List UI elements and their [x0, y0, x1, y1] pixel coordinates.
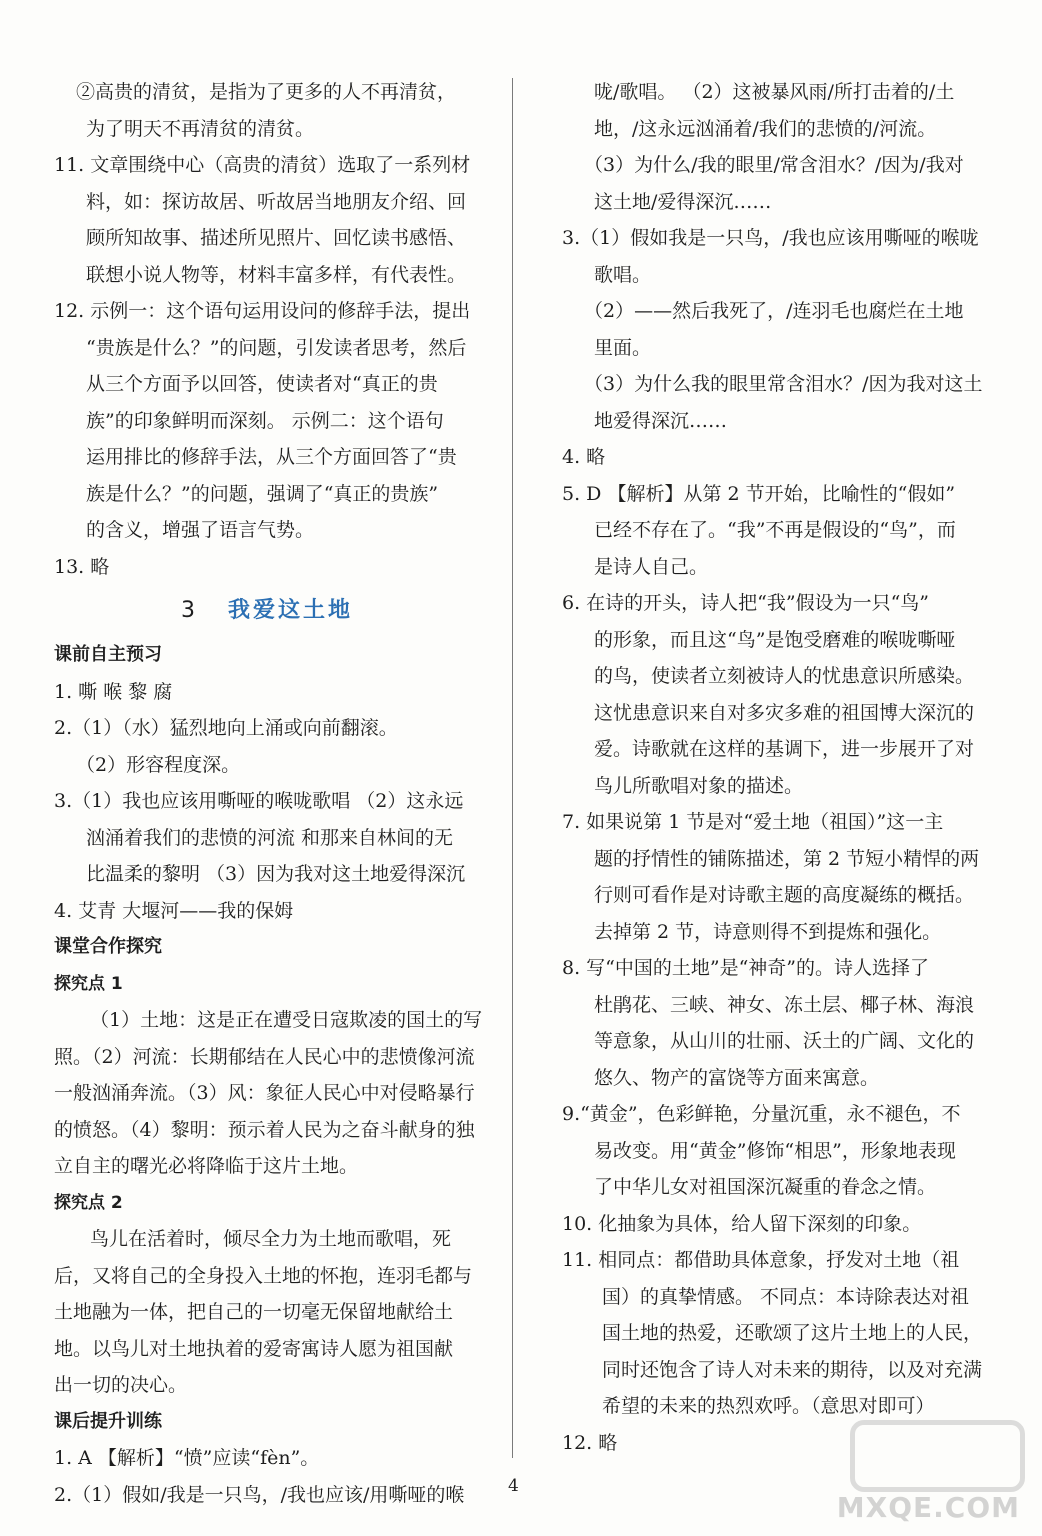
text-line: 从三个方面予以回答，使读者对“真正的贵 [86, 373, 438, 395]
text-line: 了中华儿女对祖国深沉凝重的眷念之情。 [594, 1176, 937, 1198]
left-column [54, 74, 483, 1513]
text-line: 一般汹涌奔流。（3）风：象征人民心中对侵略暴行 [54, 1082, 475, 1104]
text-line: 同时还饱含了诗人对未来的期待，以及对充满 [602, 1358, 983, 1381]
text-line: 悠久、物产的富饶等方面来寓意。 [594, 1066, 880, 1089]
text-line: 比温柔的黎明 （3）因为我对这土地爱得深沉 [86, 863, 466, 885]
preview-item-3 [54, 783, 480, 893]
watermark-logo [836, 1416, 1024, 1526]
text-line: 6. 在诗的开头，诗人把“我”假设为一只“鸟” [562, 592, 930, 614]
lesson-number: 3 [180, 598, 195, 623]
topic-1-heading: 探究点 1 [54, 973, 123, 994]
intro-item [54, 74, 480, 147]
text-line: 运用排比的修辞手法，从三个方面回答了“贵 [86, 446, 457, 468]
topic-2-body [54, 1221, 480, 1404]
text-line: 里面。 [594, 336, 652, 359]
after-item-2: 2.（1）假如/我是一只鸟，/我也应该/用嘶哑的喉 [54, 1483, 465, 1506]
text-line: 料，如：探访故居、听故居当地朋友介绍、回 [86, 190, 467, 213]
topic-2-heading: 探究点 2 [54, 1192, 123, 1213]
lesson-title [54, 585, 480, 637]
section-heading-after: 课后提升训练 [54, 1410, 162, 1432]
text-line: 后，又将自己的全身投入土地的怀抱，连羽毛都与 [54, 1264, 473, 1287]
topic-1-body [54, 1002, 483, 1185]
text-line: 5. D 【解析】从第 2 节开始，比喻性的“假如” [562, 482, 956, 505]
text-line: 的形象，而且这“鸟”是饱受磨难的喉咙嘶哑 [594, 628, 956, 651]
text-line: 爱。诗歌就在这样的基调下，进一步展开了对 [594, 738, 975, 760]
text-line: （2）——然后我死了，/连羽毛也腐烂在土地 [584, 300, 964, 322]
text-line: 杜鹃花、三峡、神女、冻土层、椰子林、海浪 [594, 993, 975, 1016]
text-line: 咙/歌唱。 （2）这被暴风雨/所打击着的/土 [594, 81, 955, 103]
answer-2-continued [562, 74, 992, 147]
text-line: “贵族是什么？”的问题，引发读者思考，然后 [86, 336, 467, 359]
text-line: 地。以鸟儿对土地执着的爱寄寓诗人愿为祖国献 [54, 1337, 454, 1360]
text-line: 易改变。用“黄金”修饰“相思”，形象地表现 [594, 1139, 956, 1162]
page-number: 4 [508, 1476, 519, 1496]
right-column [562, 74, 992, 1461]
text-line: 8. 写“中国的土地”是“神奇”的。诗人选择了 [562, 957, 930, 979]
text-line: 是诗人自己。 [594, 555, 709, 578]
text-line: 汹涌着我们的悲愤的河流 和那来自林间的无 [86, 826, 454, 849]
text-line: 国土地的热爱，还歌颂了这片土地上的人民， [602, 1322, 983, 1344]
answer-12: 12. 略 [562, 1431, 618, 1454]
text-line: 已经不存在了。“我”不再是假设的“鸟”，而 [594, 519, 956, 541]
question-11 [54, 147, 480, 293]
watermark-frame [850, 1420, 1025, 1492]
preview-item-1: 1. 嘶 喉 黎 腐 [54, 680, 173, 703]
answer-5 [562, 476, 992, 586]
text-line: 出一切的决心。 [54, 1374, 188, 1396]
text-line: 鸟儿所歌唱对象的描述。 [594, 774, 804, 797]
text-line: 这土地/爱得深沉…… [594, 190, 772, 213]
lesson-title-text: 我爱这土地 [227, 598, 353, 623]
text-line: 为了明天不再清贫的清贫。 [86, 117, 315, 140]
text-line: 题的抒情性的铺陈描述，第 2 节短小精悍的两 [594, 847, 980, 870]
text-line: 3.（1）我也应该用嘶哑的喉咙歌唱 （2）这永远 [54, 790, 464, 812]
text-line: ②高贵的清贫，是指为了更多的人不再清贫， [76, 81, 457, 103]
text-line: 族是什么？”的问题，强调了“真正的贵族” [86, 482, 439, 505]
question-13: 13. 略 [54, 555, 110, 578]
text-line: 地爱得深沉…… [594, 409, 728, 432]
text-line: 土地融为一体，把自己的一切毫无保留地献给土 [54, 1301, 454, 1323]
text-line: 希望的未来的热烈欢呼。（意思对即可） [602, 1395, 935, 1417]
answer-11 [562, 1242, 992, 1425]
answer-3-part1 [562, 220, 992, 293]
column-divider [512, 78, 513, 1458]
question-12 [54, 293, 480, 549]
text-line: 这忧患意识来自对多灾多难的祖国博大深沉的 [594, 701, 975, 724]
text-line: 行则可看作是对诗歌主题的高度凝练的概括。 [594, 884, 975, 906]
text-line: 11. 文章围绕中心（高贵的清贫）选取了一系列材 [54, 154, 471, 176]
text-line: 族”的印象鲜明而深刻。 示例二：这个语句 [86, 409, 444, 432]
text-line: 地，/这永远汹涌着/我们的悲愤的/河流。 [594, 117, 937, 140]
text-line: 9.“黄金”，色彩鲜艳，分量沉重，永不褪色，不 [562, 1103, 961, 1125]
text-line: 7. 如果说第 1 节是对“爱土地（祖国）”这一主 [562, 811, 944, 833]
answer-2-part3 [562, 147, 992, 220]
answer-10: 10. 化抽象为具体，给人留下深刻的印象。 [562, 1212, 922, 1235]
text-line: 11. 相同点：都借助具体意象，抒发对土地（祖 [562, 1249, 960, 1271]
section-heading-preview: 课前自主预习 [54, 644, 162, 665]
answer-7 [562, 804, 992, 950]
text-line: 歌唱。 [594, 263, 652, 286]
answer-8 [562, 950, 992, 1096]
text-line: 照。（2）河流：长期郁结在人民心中的悲愤像河流 [54, 1045, 475, 1068]
text-line: 鸟儿在活着时，倾尽全力为土地而歌唱，死 [90, 1228, 452, 1250]
text-line: 立自主的曙光必将降临于这片土地。 [54, 1155, 359, 1177]
preview-item-2b: （2）形容程度深。 [76, 753, 241, 776]
text-line: 的含义，增强了语言气势。 [86, 519, 315, 541]
text-line: 国）的真挚情感。 不同点：本诗除表达对祖 [602, 1285, 970, 1308]
text-line: 3.（1）假如我是一只鸟，/我也应该用嘶哑的喉咙 [562, 227, 979, 249]
answer-6 [562, 585, 992, 804]
text-line: 12. 示例一：这个语句运用设问的修辞手法，提出 [54, 300, 471, 322]
answer-9 [562, 1096, 992, 1206]
text-line: （3）为什么我的眼里常含泪水？/因为我对这土 [584, 373, 983, 395]
text-line: 的愤怒。（4）黎明：预示着人民为之奋斗献身的独 [54, 1118, 475, 1141]
answer-4: 4. 略 [562, 446, 606, 468]
text-line: 的鸟，使读者立刻被诗人的忧患意识所感染。 [594, 665, 975, 687]
preview-item-4: 4. 艾青 大堰河——我的保姆 [54, 899, 294, 922]
preview-item-2a: 2.（1）（水）猛烈地向上涌或向前翻滚。 [54, 717, 398, 739]
text-line: （3）为什么/我的眼里/常含泪水？/因为/我对 [584, 154, 964, 176]
after-item-1: 1. A 【解析】“愤”应读“fèn”。 [54, 1447, 320, 1469]
answer-3-part3 [562, 366, 992, 439]
answer-3-part2 [562, 293, 992, 366]
text-line: 等意象，从山川的壮丽、沃土的广阔、文化的 [594, 1030, 975, 1052]
text-line: 去掉第 2 节，诗意则得不到提炼和强化。 [594, 920, 942, 943]
text-line: （1）土地：这是正在遭受日寇欺凌的国土的写 [90, 1009, 483, 1031]
text-line: 顾所知故事、描述所见照片、回忆读书感悟、 [86, 227, 467, 249]
text-line: 联想小说人物等，材料丰富多样，有代表性。 [86, 263, 467, 286]
section-heading-class: 课堂合作探究 [54, 936, 162, 957]
watermark-text: MXQE.COM [836, 1491, 1020, 1524]
